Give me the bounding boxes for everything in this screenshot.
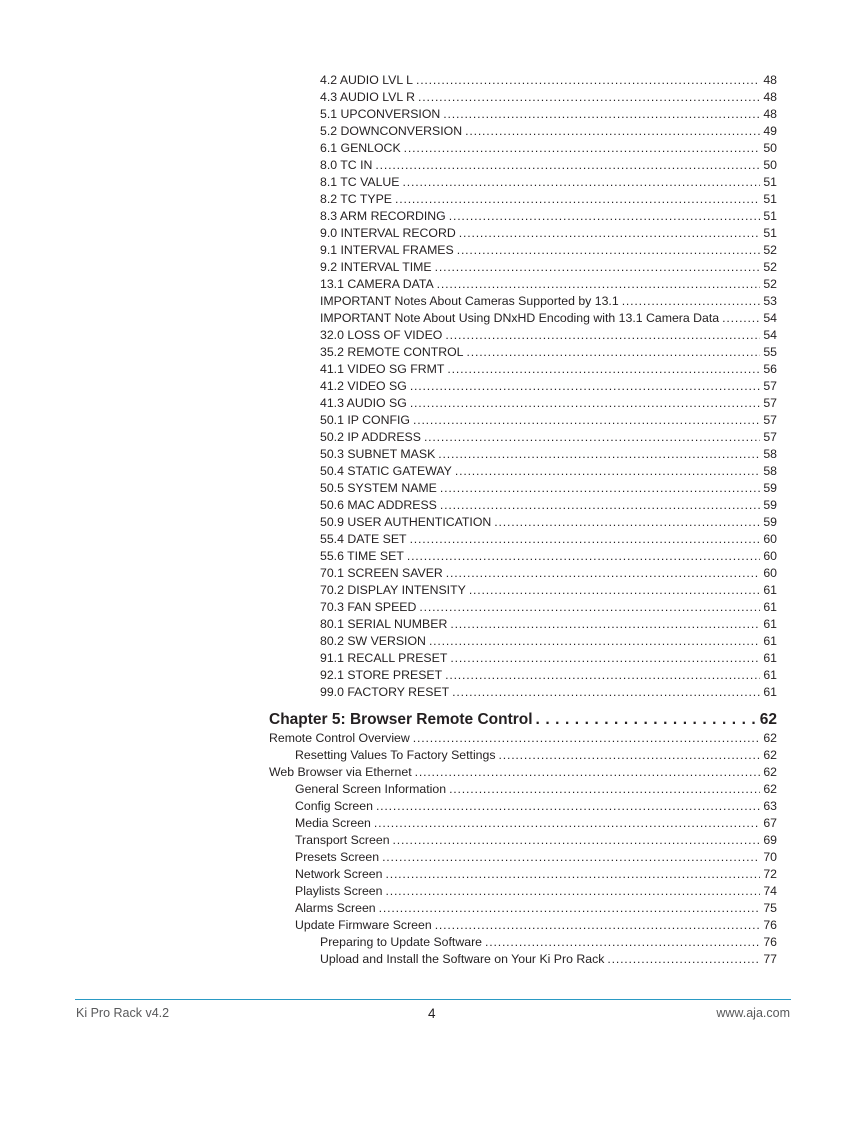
toc-entry-page: 58 xyxy=(763,464,777,478)
toc-entry-title: 13.1 CAMERA DATA xyxy=(320,277,434,291)
toc-entry-title: General Screen Information xyxy=(295,782,447,796)
toc-entry-title: 41.3 AUDIO SG xyxy=(320,396,407,410)
toc-entry-title: 55.6 TIME SET xyxy=(320,549,404,563)
toc-entry-title: 9.1 INTERVAL FRAMES xyxy=(320,243,454,257)
toc-entry-page: 61 xyxy=(763,617,777,631)
toc-entry-title: 5.1 UPCONVERSION xyxy=(320,107,441,121)
toc-entry-title: Resetting Values To Factory Settings xyxy=(295,748,496,762)
toc-leader-dots xyxy=(379,900,760,917)
toc-leader-dots xyxy=(435,259,760,276)
toc-leader-dots xyxy=(407,548,760,565)
toc-entry-title: 70.1 SCREEN SAVER xyxy=(320,566,443,580)
toc-entry[interactable] xyxy=(320,684,777,701)
toc-entry-page: 52 xyxy=(763,260,777,274)
toc-entry-page: 61 xyxy=(763,600,777,614)
toc-entry[interactable] xyxy=(320,72,777,89)
toc-entry-title: 70.2 DISPLAY INTENSITY xyxy=(320,583,466,597)
toc-entry-title: Config Screen xyxy=(295,799,373,813)
toc-entry[interactable] xyxy=(320,395,777,412)
toc-entry-title: Upload and Install the Software on Your Ki Pro Rack xyxy=(320,952,605,966)
toc-entry-title: 50.2 IP ADDRESS xyxy=(320,430,421,444)
toc-leader-dots xyxy=(446,565,760,582)
toc-entry-title: 8.3 ARM RECORDING xyxy=(320,209,446,223)
toc-entry[interactable] xyxy=(320,531,777,548)
toc-entry[interactable] xyxy=(320,463,777,480)
toc-entry-page: 49 xyxy=(763,124,777,138)
toc-leader-dots xyxy=(413,730,760,747)
toc-leader-dots xyxy=(443,106,760,123)
toc-entry-title: 35.2 REMOTE CONTROL xyxy=(320,345,464,359)
toc-entry[interactable] xyxy=(320,174,777,191)
toc-entry-title: 6.1 GENLOCK xyxy=(320,141,401,155)
toc-entry[interactable] xyxy=(320,429,777,446)
toc-entry[interactable] xyxy=(320,123,777,140)
toc-entry-page: 62 xyxy=(763,731,777,745)
toc-leader-dots xyxy=(459,225,760,242)
toc-entry-title: Update Firmware Screen xyxy=(295,918,432,932)
toc-leader-dots xyxy=(410,395,760,412)
toc-leader-dots xyxy=(418,89,760,106)
toc-entry-page: 67 xyxy=(763,816,777,830)
toc-entry-title: Playlists Screen xyxy=(295,884,383,898)
toc-entry[interactable] xyxy=(295,849,777,866)
toc-entry[interactable] xyxy=(320,208,777,225)
toc-entry[interactable] xyxy=(320,934,777,951)
toc-entry-title: 8.2 TC TYPE xyxy=(320,192,392,206)
toc-entry-title: 8.1 TC VALUE xyxy=(320,175,400,189)
toc-leader-dots xyxy=(385,866,760,883)
toc-entry-page: 62 xyxy=(763,782,777,796)
toc-entry-title: 4.3 AUDIO LVL R xyxy=(320,90,416,104)
toc-entry-page: 76 xyxy=(763,935,777,949)
toc-entry-page: 53 xyxy=(763,294,777,308)
toc-entry[interactable] xyxy=(320,497,777,514)
toc-entry[interactable] xyxy=(320,951,777,968)
toc-leader-dots xyxy=(410,378,760,395)
toc-leader-dots xyxy=(452,684,760,701)
toc-entry-title: 9.0 INTERVAL RECORD xyxy=(320,226,456,240)
toc-leader-dots xyxy=(393,832,760,849)
toc-entry[interactable] xyxy=(320,140,777,157)
toc-entry-title: 41.1 VIDEO SG FRMT xyxy=(320,362,445,376)
toc-entry-title: 80.1 SERIAL NUMBER xyxy=(320,617,448,631)
toc-entry[interactable] xyxy=(295,866,777,883)
toc-entry-page: 60 xyxy=(763,566,777,580)
toc-entry-page: 57 xyxy=(763,396,777,410)
toc-entry-page: 52 xyxy=(763,243,777,257)
toc-leader-dots xyxy=(536,709,760,731)
toc-entry[interactable] xyxy=(269,730,777,747)
toc-leader-dots xyxy=(438,446,760,463)
toc-entry-page: 61 xyxy=(763,634,777,648)
toc-entry[interactable] xyxy=(320,344,777,361)
toc-entry[interactable] xyxy=(320,242,777,259)
toc-entry[interactable] xyxy=(320,548,777,565)
toc-entry-title: 32.0 LOSS OF VIDEO xyxy=(320,328,443,342)
toc-entry[interactable] xyxy=(320,514,777,531)
toc-leader-dots xyxy=(382,849,760,866)
toc-entry-page: 51 xyxy=(763,175,777,189)
toc-entry-title: 91.1 RECALL PRESET xyxy=(320,651,448,665)
toc-entry-page: 74 xyxy=(763,884,777,898)
toc-leader-dots xyxy=(499,747,761,764)
toc-entry[interactable] xyxy=(320,310,777,327)
toc-leader-dots xyxy=(415,764,760,781)
toc-entry-title: Remote Control Overview xyxy=(269,731,410,745)
toc-leader-dots xyxy=(403,174,760,191)
toc-entry-title: 99.0 FACTORY RESET xyxy=(320,685,450,699)
toc-entry[interactable] xyxy=(320,89,777,106)
toc-leader-dots xyxy=(404,140,760,157)
toc-entry-title: 41.2 VIDEO SG xyxy=(320,379,407,393)
toc-entry-title: 50.4 STATIC GATEWAY xyxy=(320,464,452,478)
toc-entry-page: 50 xyxy=(763,158,777,172)
toc-entry[interactable] xyxy=(320,667,777,684)
toc-leader-dots xyxy=(607,951,760,968)
toc-leader-dots xyxy=(419,599,760,616)
footer-website[interactable]: www.aja.com xyxy=(716,1006,790,1020)
toc-leader-dots xyxy=(440,497,760,514)
toc-leader-dots xyxy=(455,463,760,480)
toc-leader-dots xyxy=(449,781,760,798)
toc-entry-page: 61 xyxy=(763,651,777,665)
toc-entry-title: 8.0 TC IN xyxy=(320,158,373,172)
toc-entry-page: 72 xyxy=(763,867,777,881)
toc-leader-dots xyxy=(722,310,760,327)
toc-entry[interactable] xyxy=(320,650,777,667)
toc-leader-dots xyxy=(413,412,760,429)
footer-rule xyxy=(75,999,791,1000)
toc-entry-page: 58 xyxy=(763,447,777,461)
toc-entry-page: 57 xyxy=(763,430,777,444)
toc-entry-page: 70 xyxy=(763,850,777,864)
toc-entry[interactable] xyxy=(320,616,777,633)
toc-entry[interactable] xyxy=(320,259,777,276)
toc-entry-title: 80.2 SW VERSION xyxy=(320,634,426,648)
toc-entry[interactable] xyxy=(269,764,777,781)
toc-leader-dots xyxy=(445,667,760,684)
toc-entry-title: Network Screen xyxy=(295,867,383,881)
toc-entry-page: 57 xyxy=(763,379,777,393)
toc-entry[interactable] xyxy=(320,582,777,599)
toc-entry-title: 50.6 MAC ADDRESS xyxy=(320,498,437,512)
toc-chapter-heading[interactable] xyxy=(269,709,777,731)
toc-leader-dots xyxy=(465,123,760,140)
toc-entry-page: 61 xyxy=(763,668,777,682)
toc-leader-dots xyxy=(622,293,760,310)
toc-leader-dots xyxy=(450,650,760,667)
toc-entry-page: 62 xyxy=(763,765,777,779)
toc-entry[interactable] xyxy=(320,446,777,463)
toc-entry-page: 59 xyxy=(763,481,777,495)
toc-leader-dots xyxy=(374,815,760,832)
toc-entry-page: 50 xyxy=(763,141,777,155)
toc-entry[interactable] xyxy=(320,378,777,395)
toc-entry-title: 55.4 DATE SET xyxy=(320,532,407,546)
toc-entry-page: 61 xyxy=(763,685,777,699)
toc-entry-page: 51 xyxy=(763,209,777,223)
toc-leader-dots xyxy=(385,883,760,900)
toc-leader-dots xyxy=(440,480,760,497)
toc-entry[interactable] xyxy=(295,747,777,764)
toc-entry[interactable] xyxy=(320,157,777,174)
toc-entry[interactable] xyxy=(320,361,777,378)
toc-leader-dots xyxy=(395,191,760,208)
toc-entry-page: 48 xyxy=(763,107,777,121)
toc-entry-page: 57 xyxy=(763,413,777,427)
toc-entry[interactable] xyxy=(320,633,777,650)
toc-entry-page: 55 xyxy=(763,345,777,359)
toc-entry-page: 75 xyxy=(763,901,777,915)
toc-entry-title: Presets Screen xyxy=(295,850,380,864)
toc-entry-title: 92.1 STORE PRESET xyxy=(320,668,443,682)
toc-entry-title: 50.3 SUBNET MASK xyxy=(320,447,436,461)
toc-entry-page: 60 xyxy=(763,532,777,546)
toc-entry-page: 59 xyxy=(763,515,777,529)
toc-entry-title: Web Browser via Ethernet xyxy=(269,765,412,779)
toc-entry-page: 51 xyxy=(763,192,777,206)
toc-leader-dots xyxy=(437,276,760,293)
toc-entry-page: 54 xyxy=(763,328,777,342)
toc-entry-title: 50.9 USER AUTHENTICATION xyxy=(320,515,492,529)
toc-entry-page: 56 xyxy=(763,362,777,376)
toc-leader-dots xyxy=(435,917,760,934)
chapter-title: Chapter 5: Browser Remote Control xyxy=(269,711,533,728)
toc-entry[interactable] xyxy=(295,798,777,815)
toc-entry-page: 76 xyxy=(763,918,777,932)
toc-entry-title: IMPORTANT Note About Using DNxHD Encoding with 13.1 Camera Data xyxy=(320,311,720,325)
toc-entry-title: 4.2 AUDIO LVL L xyxy=(320,73,413,87)
toc-leader-dots xyxy=(450,616,760,633)
toc-entry[interactable] xyxy=(295,883,777,900)
toc-entry[interactable] xyxy=(320,327,777,344)
chapter-page: 62 xyxy=(759,711,777,728)
toc-leader-dots xyxy=(457,242,760,259)
toc-entry-page: 51 xyxy=(763,226,777,240)
toc-entry-title: 50.1 IP CONFIG xyxy=(320,413,410,427)
toc-leader-dots xyxy=(416,72,760,89)
toc-leader-dots xyxy=(424,429,760,446)
toc-entry[interactable] xyxy=(320,293,777,310)
toc-entry-title: 70.3 FAN SPEED xyxy=(320,600,417,614)
toc-entry-page: 52 xyxy=(763,277,777,291)
toc-leader-dots xyxy=(375,157,760,174)
toc-entry[interactable] xyxy=(295,815,777,832)
toc-leader-dots xyxy=(376,798,760,815)
toc-entry-page: 77 xyxy=(763,952,777,966)
toc-entry[interactable] xyxy=(295,917,777,934)
toc-entry-title: IMPORTANT Notes About Cameras Supported by 13.1 xyxy=(320,294,619,308)
toc-entry[interactable] xyxy=(320,565,777,582)
toc-leader-dots xyxy=(485,934,760,951)
toc-entry[interactable] xyxy=(320,191,777,208)
toc-leader-dots xyxy=(449,208,760,225)
toc-entry-page: 48 xyxy=(763,73,777,87)
toc-entry[interactable] xyxy=(320,599,777,616)
toc-leader-dots xyxy=(410,531,760,548)
toc-leader-dots xyxy=(469,582,760,599)
toc-leader-dots xyxy=(447,361,760,378)
toc-entry-page: 54 xyxy=(763,311,777,325)
toc-entry-title: Preparing to Update Software xyxy=(320,935,483,949)
toc-entry-page: 62 xyxy=(763,748,777,762)
toc-entry-title: Alarms Screen xyxy=(295,901,376,915)
toc-entry-title: 5.2 DOWNCONVERSION xyxy=(320,124,463,138)
toc-entry[interactable] xyxy=(320,225,777,242)
toc-entry-page: 69 xyxy=(763,833,777,847)
toc-entry[interactable] xyxy=(295,781,777,798)
toc-entry[interactable] xyxy=(320,480,777,497)
toc-entry-title: 9.2 INTERVAL TIME xyxy=(320,260,432,274)
toc-entry-page: 63 xyxy=(763,799,777,813)
toc-entry[interactable] xyxy=(295,900,777,917)
toc-entry-page: 61 xyxy=(763,583,777,597)
toc-leader-dots xyxy=(494,514,760,531)
footer-page-number: 4 xyxy=(428,1006,436,1021)
toc-entry-title: Media Screen xyxy=(295,816,371,830)
toc-entry-page: 60 xyxy=(763,549,777,563)
toc-entry[interactable] xyxy=(295,832,777,849)
toc-entry-page: 48 xyxy=(763,90,777,104)
toc-leader-dots xyxy=(467,344,761,361)
footer-product: Ki Pro Rack v4.2 xyxy=(76,1006,170,1020)
toc-entry[interactable] xyxy=(320,412,777,429)
toc-leader-dots xyxy=(429,633,760,650)
toc-entry-title: 50.5 SYSTEM NAME xyxy=(320,481,437,495)
toc-entry-page: 59 xyxy=(763,498,777,512)
toc-entry[interactable] xyxy=(320,276,777,293)
toc-leader-dots xyxy=(445,327,760,344)
toc-entry[interactable] xyxy=(320,106,777,123)
toc-entry-title: Transport Screen xyxy=(295,833,390,847)
